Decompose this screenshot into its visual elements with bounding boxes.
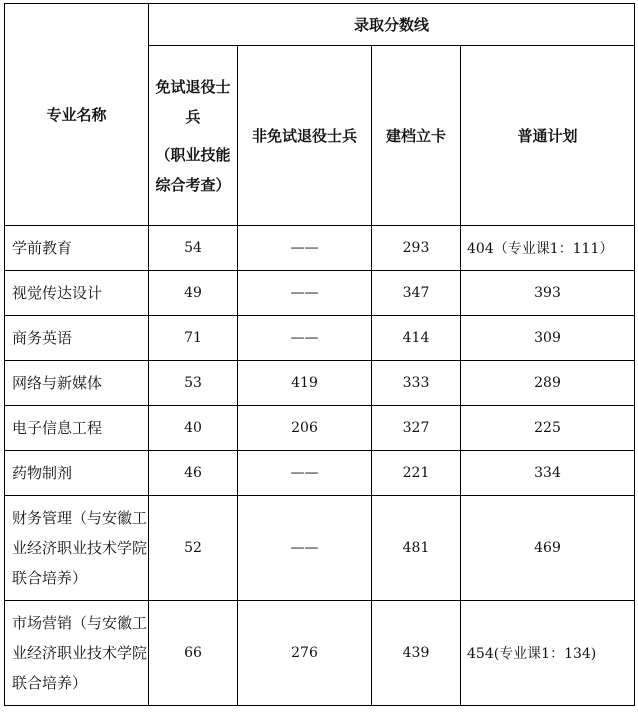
header-exempt-veteran-note: （职业技能综合考查）	[155, 145, 231, 194]
header-score-line: 录取分数线	[149, 4, 635, 46]
table-row	[5, 226, 635, 271]
major-name-cell: 财务管理（与安徽工业经济职业技术学院联合培养）	[5, 496, 149, 601]
major-name-cell: 学前教育	[5, 226, 149, 271]
score-cell: 469	[461, 496, 635, 601]
score-cell: 66	[149, 601, 238, 706]
score-cell: 54	[149, 226, 238, 271]
table-row	[5, 406, 635, 451]
score-cell: 71	[149, 316, 238, 361]
table-row	[5, 601, 635, 706]
score-cell: 276	[238, 601, 372, 706]
admission-score-table	[4, 3, 635, 706]
score-cell: 221	[372, 451, 461, 496]
score-cell: 327	[372, 406, 461, 451]
score-cell: ——	[238, 271, 372, 316]
major-name-cell: 市场营销（与安徽工业经济职业技术学院联合培养）	[5, 601, 149, 706]
header-non-exempt-veteran: 非免试退役士兵	[238, 46, 372, 226]
score-cell: 289	[461, 361, 635, 406]
table-row	[5, 316, 635, 361]
score-cell: 334	[461, 451, 635, 496]
score-cell: 206	[238, 406, 372, 451]
header-exempt-veteran	[149, 46, 238, 226]
score-cell: 293	[372, 226, 461, 271]
score-cell: ——	[238, 451, 372, 496]
score-cell: 49	[149, 271, 238, 316]
score-cell: 414	[372, 316, 461, 361]
score-cell: 393	[461, 271, 635, 316]
score-cell: 40	[149, 406, 238, 451]
score-cell: 454(专业课1：134)	[461, 601, 635, 706]
header-registered-poor: 建档立卡	[372, 46, 461, 226]
major-name-cell: 网络与新媒体	[5, 361, 149, 406]
score-cell: ——	[238, 496, 372, 601]
header-major-name: 专业名称	[5, 4, 149, 226]
score-cell: 333	[372, 361, 461, 406]
score-cell: 404（专业课1：111）	[461, 226, 635, 271]
score-cell: 309	[461, 316, 635, 361]
header-exempt-veteran-title: 免试退役士兵	[155, 77, 231, 126]
score-cell: 347	[372, 271, 461, 316]
score-cell: 53	[149, 361, 238, 406]
header-regular-plan: 普通计划	[461, 46, 635, 226]
score-cell: 46	[149, 451, 238, 496]
table-row	[5, 496, 635, 601]
table-row	[5, 271, 635, 316]
score-cell: ——	[238, 226, 372, 271]
major-name-cell: 商务英语	[5, 316, 149, 361]
table-row	[5, 361, 635, 406]
score-cell: ——	[238, 316, 372, 361]
score-cell: 52	[149, 496, 238, 601]
table-row	[5, 451, 635, 496]
score-cell: 439	[372, 601, 461, 706]
score-cell: 419	[238, 361, 372, 406]
score-cell: 225	[461, 406, 635, 451]
major-name-cell: 电子信息工程	[5, 406, 149, 451]
score-cell: 481	[372, 496, 461, 601]
major-name-cell: 药物制剂	[5, 451, 149, 496]
major-name-cell: 视觉传达设计	[5, 271, 149, 316]
